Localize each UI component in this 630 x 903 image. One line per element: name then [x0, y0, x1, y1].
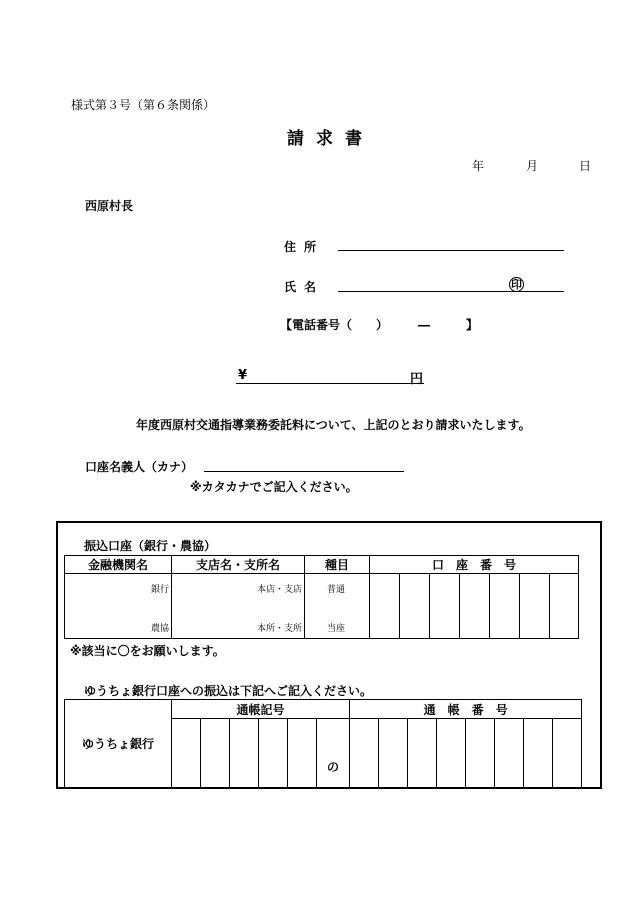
passbook-number-box[interactable] — [437, 719, 466, 788]
passbook-number-box[interactable] — [408, 719, 437, 788]
address-field[interactable] — [338, 250, 564, 251]
type-column-header: 種目 — [305, 556, 370, 574]
account-digit-box[interactable] — [460, 574, 490, 639]
phone-label: 【電話番号（ ） ― 】 — [280, 318, 479, 332]
no-marker: の — [317, 719, 350, 788]
passbook-number-box[interactable] — [495, 719, 524, 788]
account-digit-box[interactable] — [520, 574, 550, 639]
passbook-symbol-header: 通帳記号 — [172, 700, 350, 719]
checking-option[interactable]: 当座 — [327, 624, 346, 634]
name-label: 氏名 — [284, 280, 325, 294]
yen-unit: 円 — [410, 372, 424, 387]
branch-cell[interactable] — [172, 574, 305, 639]
account-digit-box[interactable] — [430, 574, 460, 639]
account-holder-field[interactable] — [204, 471, 404, 472]
account-type-cell[interactable] — [305, 574, 370, 639]
name-field[interactable] — [338, 291, 564, 292]
branch-column-header: 支店名・支所名 — [172, 556, 305, 574]
bank-account-table — [64, 555, 579, 639]
head-branch-option[interactable]: 本店・支店 — [256, 585, 302, 595]
passbook-symbol-box[interactable] — [288, 719, 317, 788]
request-sentence: 年度西原村交通指導業務委託料について、上記のとおり請求いたします。 — [136, 418, 531, 432]
passbook-symbol-box[interactable] — [172, 719, 201, 788]
yucho-account-table — [64, 699, 582, 788]
amount-field[interactable] — [236, 383, 424, 384]
circle-note: ※該当に〇をお願いします。 — [70, 644, 225, 658]
passbook-number-box[interactable] — [379, 719, 408, 788]
document-title: 請求書 — [287, 129, 374, 149]
account-digit-box[interactable] — [370, 574, 400, 639]
account-holder-note: ※カタカナでご記入ください。 — [190, 480, 358, 494]
date-day-label: 日 — [579, 159, 592, 173]
passbook-number-box[interactable] — [524, 719, 553, 788]
yen-symbol: ¥ — [238, 368, 248, 383]
passbook-symbol-box[interactable] — [259, 719, 288, 788]
date-year-label: 年 — [472, 159, 485, 173]
institution-cell[interactable] — [65, 574, 172, 639]
passbook-number-box[interactable] — [466, 719, 495, 788]
yucho-bank-name: ゆうちょ銀行 — [65, 700, 172, 788]
bank-transfer-heading: 振込口座（銀行・農協） — [84, 539, 217, 553]
recipient: 西原村長 — [85, 199, 134, 213]
nokyo-option[interactable]: 農協 — [150, 624, 169, 634]
passbook-symbol-box[interactable] — [230, 719, 259, 788]
head-office-branch-option[interactable]: 本所・支所 — [256, 624, 302, 634]
form-number: 様式第３号（第６条関係） — [71, 98, 216, 112]
address-label: 住所 — [284, 240, 325, 254]
yucho-heading: ゆうちょ銀行口座への振込は下記へご記入ください。 — [84, 684, 373, 698]
account-digit-box[interactable] — [550, 574, 579, 639]
passbook-number-box[interactable] — [350, 719, 379, 788]
account-digit-box[interactable] — [490, 574, 520, 639]
account-holder-label: 口座名義人（カナ） — [85, 460, 194, 474]
seal-mark: 印 — [511, 278, 522, 291]
passbook-number-box[interactable] — [553, 719, 582, 788]
account-number-column-header: 口 座 番 号 — [370, 556, 579, 574]
passbook-symbol-box[interactable] — [201, 719, 230, 788]
institution-column-header: 金融機関名 — [65, 556, 172, 574]
date-month-label: 月 — [526, 159, 539, 173]
account-digit-box[interactable] — [400, 574, 430, 639]
bank-option[interactable]: 銀行 — [150, 585, 169, 595]
ordinary-option[interactable]: 普通 — [327, 585, 346, 595]
passbook-number-header: 通 帳 番 号 — [350, 700, 582, 719]
